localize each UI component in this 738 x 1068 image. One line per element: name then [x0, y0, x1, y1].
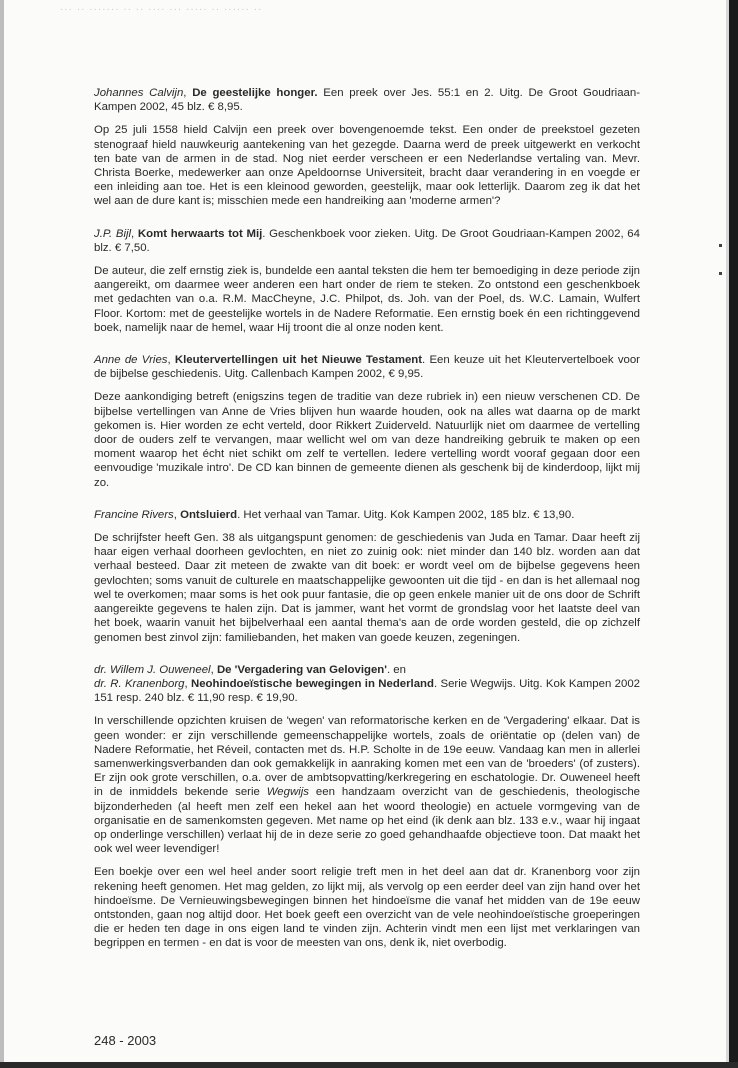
review-body: [94, 123, 640, 208]
review-author: dr. Willem J. Ouweneel: [94, 663, 211, 676]
paragraph-text: In verschillende opzichten kruisen de 'wegen' van reformatorische kerken en de 'Vergadering' elkaar. Dat is geen wonder: er zijn verschillende gemeenschappelijke wortels, zoals de oriëntatie op (delen van) de Nadere Reformatie, het Réveil, contacten met ds. H.P. Scholte in de 19e eeuw. Vandaag kan men in allerlei samenwerkingsverbanden dan ook gemakkelijk in aanraking komen met een van de 'broeders' (of zusters). Er zijn ook grote verschillen, o.a. over de ambtsopvatting/kerkregering en eschatologie. Dr. Ouweneel heeft in de inmiddels bekende serie: [94, 715, 640, 799]
review-details: . Het verhaal van Tamar. Uitg. Kok Kampen 2002, 185 blz. € 13,90.: [237, 508, 575, 521]
review-paragraph: [94, 714, 640, 856]
review-entry: [94, 86, 640, 209]
review-paragraph: De schrijfster heeft Gen. 38 als uitgangspunt genomen: de geschiedenis van Juda en Tamar. Daar heeft zij haar eigen verhaal doorheen gevlochten, en niet zo zuinig ook: niet minder dan 140 blz. worden aan dat verhaal besteed. Daar zit meteen de zwakte van dit boek: er wordt veel om de bijbelse gegevens heen gevlochten; soms vanuit de culturele en maatschappelijke gewoonten uit die tijd - en dan is het allemaal nog wel te overkomen; maar soms is het ook puur fantasie, die op geen enkele manier uit de ons door de Schrift aangereikte gegevens te halen zijn. Dat is jammer, want het vormt de grondslag voor het laatste deel van het boek, waarin vanuit het bijbelverhaal een aantal thema's aan de orde worden gesteld, die op zichzelf genomen best zinvol zijn: familiebanden, het maken van goede keuzen, zegeningen.: [94, 532, 640, 644]
margin-mark: [719, 244, 722, 247]
review-reference: Anne de Vries, Kleutervertellingen uit het Nieuwe Testament. Een keuze uit het Kleutervertelboek voor de bijbelse geschiedenis. Uitg. Callenbach Kampen 2002, € 9,95.: [94, 354, 640, 381]
review-title: Ontsluierd: [180, 508, 238, 521]
review-details: . Geschenkboek voor zieken. Uitg. De Groot Goudriaan-Kampen 2002, 64 blz. € 7,50.: [94, 227, 640, 254]
review-title: De geestelijke honger.: [192, 87, 318, 99]
review-title: Kleutervertellingen uit het Nieuwe Testament: [174, 354, 423, 367]
scan-bottom-edge: [0, 1062, 738, 1068]
margin-mark: [719, 272, 722, 275]
review-entry: [94, 508, 640, 645]
review-joiner: . en: [386, 663, 406, 676]
review-column: [94, 86, 640, 969]
review-details: . Serie Wegwijs. Uitg. Kok Kampen 2002 151 resp. 240 blz. € 11,90 resp. € 19,90.: [94, 677, 640, 705]
review-body: [94, 390, 640, 489]
review-body: [94, 264, 640, 335]
review-title: Neohindoeïstische bewegingen in Nederland: [191, 677, 434, 690]
review-paragraph: Deze aankondiging betreft (enigszins tegen de traditie van deze rubriek in) een nieuw verschenen CD. De bijbelse vertellingen van Anne de Vries blijven hun waarde houden, ook na alles wat daarna op de markt gekomen is. Hier worden ze echt verteld, door Rikkert Zuiderveld. Natuurlijk niet om daarmee de vertelling door de ouders zelf te vervangen, maar wellicht wel om van deze handreiking gebruik te maken op een moment waarop het écht niet schikt om zelf te vertellen. Iedere vertelling wordt vooraf gegaan door een eenvoudige 'muzikale intro'. De CD kan binnen de gemeente dienen als geschenk bij de kinderdoop, lijkt mij zo.: [94, 391, 640, 489]
review-entry-combined: [94, 663, 640, 951]
review-details: . Een keuze uit het Kleutervertelboek voor de bijbelse geschiedenis. Uitg. Callenbach Kampen 2002, € 9,95.: [94, 354, 640, 381]
review-author: J.P. Bijl: [94, 227, 132, 240]
scan-left-edge: [0, 0, 4, 1068]
review-paragraph: Een boekje over een wel heel ander soort religie treft men in het deel aan dat dr. Kranenborg voor zijn rekening heeft genomen. Het mag gelden, zo lijkt mij, als vervolg op een eerder deel van zijn hand over het hindoeïsme. De Vernieuwingsbewegingen binnen het hindoeïsme die vanaf het midden van de 19e eeuw ontstonden, gaan nog altijd door. Het boek geeft een overzicht van de vele neohindoeïstische groeperingen die er heden ten dage in ons eigen land te vinden zijn. Achterin vindt men een lijst met verklaringen van begrippen en termen - en dat is voor de meesten van ons, denk ik, niet overbodig.: [94, 866, 640, 950]
page-number: 248 - 2003: [94, 1033, 157, 1048]
review-author: dr. R. Kranenborg: [94, 677, 185, 690]
review-author: Johannes Calvijn: [94, 87, 184, 99]
review-details: Een preek over Jes. 55:1 en 2. Uitg. De Groot Goudriaan-Kampen 2002, 45 blz. € 8,95.: [94, 87, 640, 114]
review-reference: Francine Rivers, Ontsluierd. Het verhaal van Tamar. Uitg. Kok Kampen 2002, 185 blz. € 13,90.: [94, 508, 575, 521]
bleed-through-text: ··· ·· ······· ·· ·· ···· ··· ····· ·· ······ ··: [60, 4, 263, 15]
paragraph-text: een handzaam overzicht van de geschiedenis, theologische bijzonderheden (al heeft men zelf een hekel aan het woord theologie) en actuele vormgeving van de organisatie en de samenkomsten gegeven. Met name op het eind (ik denk aan blz. 133 e.v., waar hij ingaat op onderlinge verschillen) verlaat hij de in deze serie zo goed gehandhaafde objectieve toon. Dat maakt het ook wel weer levendiger!: [94, 786, 640, 856]
review-paragraph: Op 25 juli 1558 hield Calvijn een preek over bovengenoemde tekst. Een onder de preekstoel gezeten stenograaf hield nauwkeurig aantekening van het gezegde. Daarna werd de preek uitgewerkt en verkocht ten bate van de armen in de stad. Nog niet eerder verscheen er een Nederlandse vertaling van. Mevr. Christa Boerke, medewerker aan onze Apeldoornse Universiteit, bracht daar verandering in en voegde er een inleiding aan toe. Het is een kleinood geworden, geestelijk, maar ook letterlijk. Daarom zeg ik dat het wel aan de dure kant is; misschien mede een handreiking aan 'moderne armen'?: [94, 124, 640, 208]
review-author: Francine Rivers: [94, 508, 174, 521]
scan-right-edge: [729, 0, 738, 1068]
review-body: [94, 531, 640, 645]
review-paragraph: De auteur, die zelf ernstig ziek is, bundelde een aantal teksten die hem ter bemoediging in deze periode zijn aangereikt, om daarmee weer anderen een hart onder de riem te steken. Zo ontstond een geschenkboek met gedachten van o.a. R.M. MacCheyne, J.C. Philpot, ds. Joh. van der Poel, ds. W.C. Lamain, Wulfert Floor. Kortom: met de geestelijke wortels in de Nadere Reformatie. Een ernstig boek én een richtinggevend boek, namelijk naar de hemel, waar Hij troont die al onze noden kent.: [94, 265, 640, 334]
review-reference: Johannes Calvijn, De geestelijke honger. Een preek over Jes. 55:1 en 2. Uitg. De Groot Goudriaan-Kampen 2002, 45 blz. € 8,95.: [94, 87, 640, 114]
review-author: Anne de Vries: [94, 354, 168, 367]
review-title: Komt herwaarts tot Mij: [137, 227, 263, 240]
review-reference: J.P. Bijl, Komt herwaarts tot Mij. Geschenkboek voor zieken. Uitg. De Groot Goudriaan-Kampen 2002, 64 blz. € 7,50.: [94, 227, 640, 254]
review-entry: [94, 227, 640, 335]
review-entry: [94, 353, 640, 490]
series-name: Wegwijs: [266, 786, 309, 799]
review-reference: dr. Willem J. Ouweneel, De 'Vergadering van Gelovigen'. en dr. R. Kranenborg, Neohindoeïstische bewegingen in Nederland. Serie Wegwijs. Uitg. Kok Kampen 2002 151 resp. 240 blz. € 11,90 resp. € 19,90.: [94, 663, 640, 705]
review-title: De 'Vergadering van Gelovigen': [216, 663, 387, 676]
review-body: [94, 714, 640, 950]
